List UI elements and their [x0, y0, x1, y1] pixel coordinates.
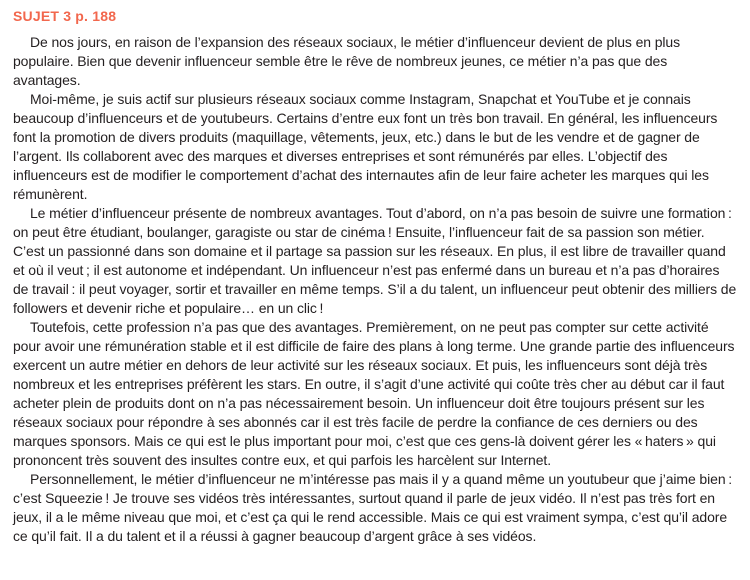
paragraph-disadvantages: Toutefois, cette profession n’a pas que des avantages. Premièrement, on ne peut pas compter sur cette activité pour avoir une rémunération stable et il est difficile de faire des plans à long terme. Une grande partie des influenceurs exercent un autre métier en dehors de leur activité sur les réseaux sociaux. Et puis, les influenceurs sont déjà très nombreux et les entreprises préfèrent les stars. En outre, il s’agit d’une activité qui coûte très cher au début car il faut acheter plein de produits dont on n’a pas nécessairement besoin. Un influenceur doit être toujours présent sur les réseaux sociaux pour répondre à ses abonnés car il est très facile de perdre la confiance de ces derniers ou des marques sponsors. Mais ce qui est le plus important pour moi, c’est que ces gens-là doivent gérer les « haters » qui prononcent très souvent des insultes contre eux, et qui parfois les harcèlent sur Internet.: [13, 319, 735, 468]
subject-heading: SUJET 3 p. 188: [13, 8, 117, 24]
paragraph-advantages: Le métier d’influenceur présente de nombreux avantages. Tout d’abord, on n’a pas besoin de suivre une formation : on peut être étudiant, boulanger, garagiste ou star de cinéma ! Ensuite, l’influenceur fait de sa passion son métier. C’est un passionné dans son domaine et il partage sa passion sur les réseaux. En plus, il est libre de travailler quand et où il veut ; il est autonome et indépendant. Un influenceur n’est pas enfermé dans un bureau et n’a pas d’horaires de travail : il peut voyager, sortir et travailler en même temps. S’il a du talent, un influenceur peut obtenir des milliers de followers et devenir riche et populaire… en un clic !: [13, 205, 737, 316]
paragraph-introduction: De nos jours, en raison de l’expansion des réseaux sociaux, le métier d’influenceur devient de plus en plus populaire. Bien que devenir influenceur semble être le rêve de nombreux jeunes, ce métier n’a pas que des avantages.: [13, 34, 681, 88]
paragraph-personal-context: Moi-même, je suis actif sur plusieurs réseaux sociaux comme Instagram, Snapchat et YouTube et je connais beaucoup d’influenceurs et de youtubeurs. Certains d’entre eux font un très bon travail. En général, les influenceurs font la promotion de divers produits (maquillage, vêtements, jeux, etc.) dans le but de les vendre et de gagner de l’argent. Ils collaborent avec des marques et diverses entreprises et sont rémunérés par elles. L’objectif des influenceurs est de modifier le comportement d’achat des internautes afin de leur faire acheter les marques qui les rémunèrent.: [13, 91, 718, 202]
paragraph-conclusion: Personnellement, le métier d’influenceur ne m’intéresse pas mais il y a quand même un youtubeur que j’aime bien : c’est Squeezie ! Je trouve ses vidéos très intéressantes, surtout quand il parle de jeux vidéo. Il n’est pas très fort en jeux, il a le même niveau que moi, et c’est ça qui le rend accessible. Mais ce qui est vraiment sympa, c’est qu’il adore ce qu’il fait. Il a du talent et il a réussi à gagner beaucoup d’argent grâce à ses vidéos.: [13, 471, 732, 544]
document-body: [13, 33, 737, 546]
